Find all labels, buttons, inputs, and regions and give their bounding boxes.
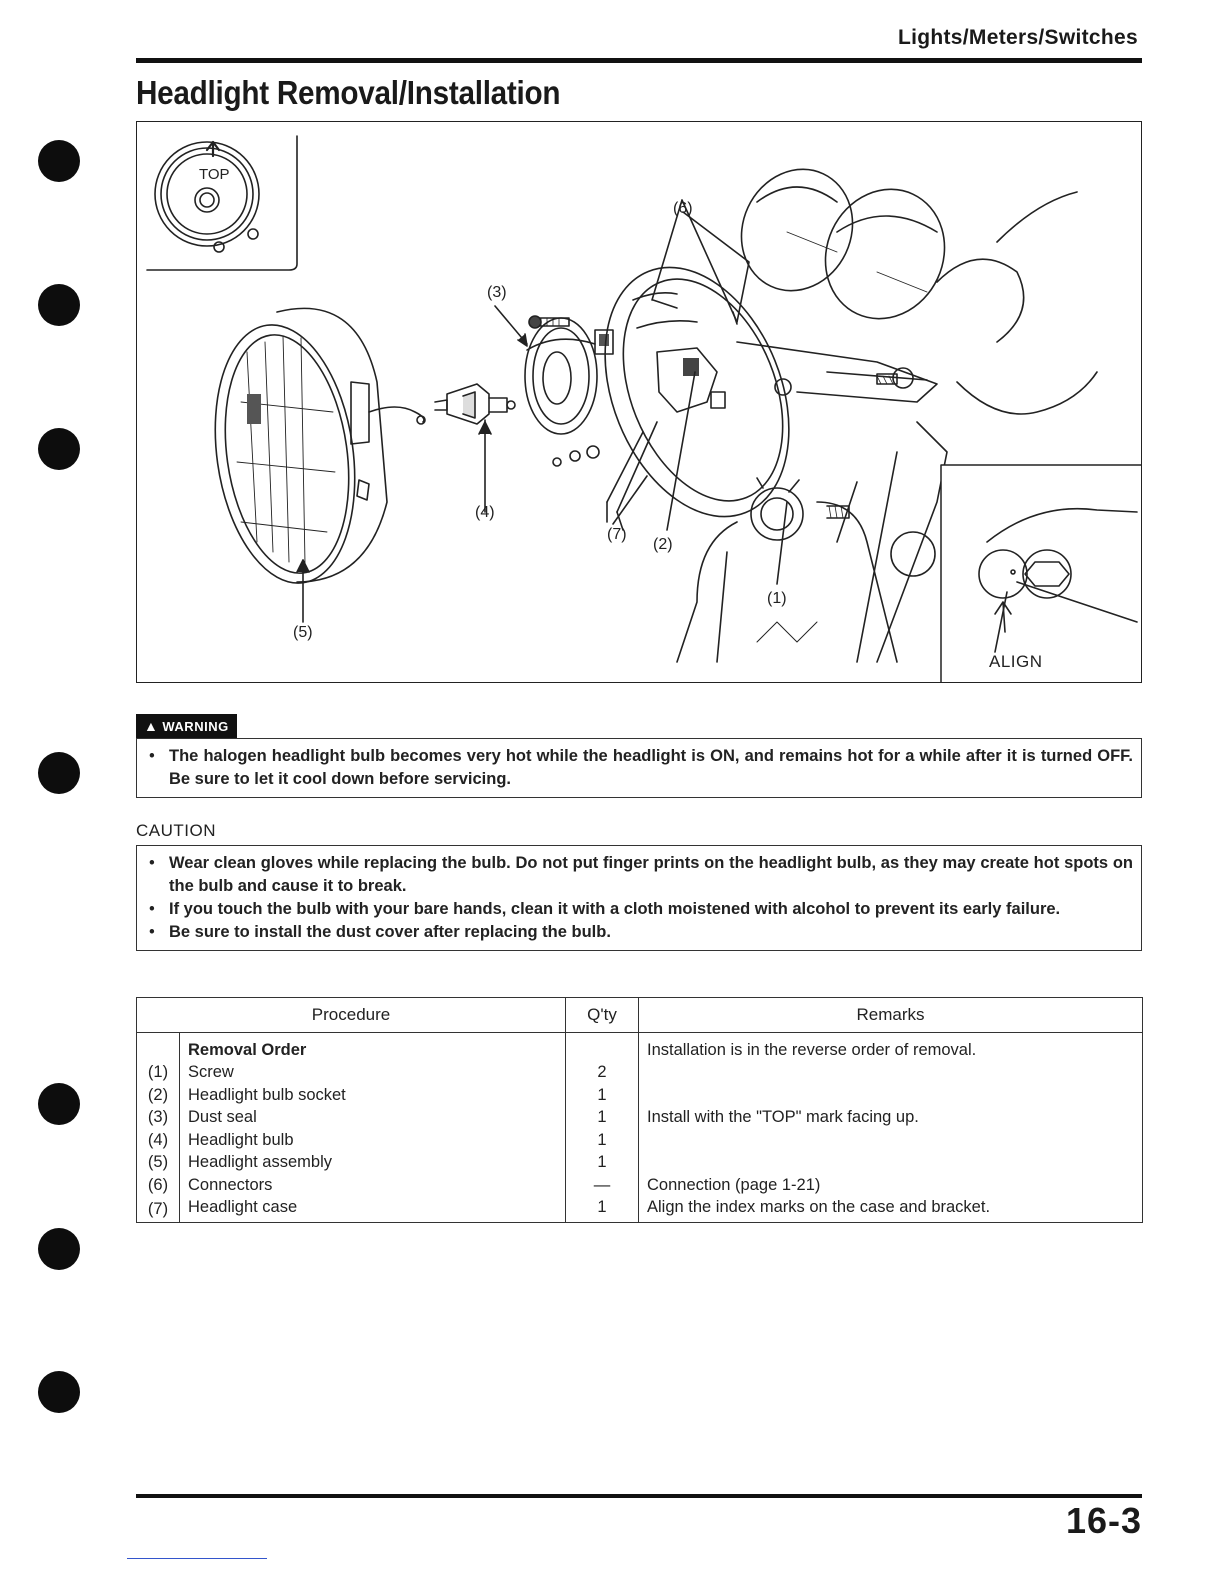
row-number xyxy=(137,1033,180,1062)
callout-label: (1) xyxy=(767,590,787,607)
callout-label: (4) xyxy=(475,504,495,521)
row-number: (1) xyxy=(137,1062,180,1085)
table-row xyxy=(137,1129,1143,1152)
callout-label: (2) xyxy=(653,536,673,553)
procedure-header: Procedure xyxy=(137,998,566,1033)
binder-hole xyxy=(38,428,80,470)
row-qty: 1 xyxy=(566,1107,639,1130)
row-qty: — xyxy=(566,1174,639,1197)
warning-triangle-icon: ▲ xyxy=(144,718,159,734)
footer-rule xyxy=(136,1494,1142,1498)
callout-label: (7) xyxy=(607,526,627,543)
row-qty: 1 xyxy=(566,1129,639,1152)
table-row xyxy=(137,1084,1143,1107)
qty-header: Q'ty xyxy=(566,998,639,1033)
diagram-drawing xyxy=(137,122,1142,683)
row-remark xyxy=(639,1152,1143,1175)
binder-hole xyxy=(38,1083,80,1125)
row-remark xyxy=(639,1129,1143,1152)
row-name: Headlight bulb socket xyxy=(180,1084,566,1107)
caution-item: • If you touch the bulb with your bare hands, clean it with a cloth moistened with alcohol to prevent its early failure. xyxy=(147,898,1133,921)
row-number: (4) xyxy=(137,1129,180,1152)
removal-order-label: Removal Order xyxy=(180,1033,566,1062)
page-header xyxy=(136,24,1142,63)
row-remark: Installation is in the reverse order of removal. xyxy=(639,1033,1143,1062)
row-name: Headlight case xyxy=(180,1197,566,1223)
footer-link-rule xyxy=(127,1558,267,1559)
row-name: Connectors xyxy=(180,1174,566,1197)
warning-box xyxy=(136,738,1142,798)
row-number: (6) xyxy=(137,1174,180,1197)
table-row xyxy=(137,1033,1143,1062)
row-qty: 1 xyxy=(566,1152,639,1175)
caution-label: CAUTION xyxy=(136,821,216,840)
section-title: Lights/Meters/Switches xyxy=(898,26,1138,49)
top-mark-label: TOP xyxy=(199,166,230,183)
caution-item: • Be sure to install the dust cover after replacing the bulb. xyxy=(147,921,1133,944)
page-title: Headlight Removal/Installation xyxy=(136,74,561,111)
row-qty: 1 xyxy=(566,1084,639,1107)
warning-item: • The halogen headlight bulb becomes very hot while the headlight is ON, and remains hot for a while after it is turned OFF. Be sure to let it cool down before servicing. xyxy=(147,745,1133,791)
row-qty: 1 xyxy=(566,1197,639,1223)
row-number: (3) xyxy=(137,1107,180,1130)
row-remark xyxy=(639,1084,1143,1107)
table-row xyxy=(137,1107,1143,1130)
caution-item: • Wear clean gloves while replacing the bulb. Do not put finger prints on the headlight bulb, as they may create hot spots on the bulb and cause it to break. xyxy=(147,852,1133,898)
warning-badge xyxy=(136,714,237,738)
row-remark: Connection (page 1-21) xyxy=(639,1174,1143,1197)
row-name: Headlight bulb xyxy=(180,1129,566,1152)
callout-label: (3) xyxy=(487,284,507,301)
row-name: Headlight assembly xyxy=(180,1152,566,1175)
row-remark xyxy=(639,1062,1143,1085)
table-row xyxy=(137,1152,1143,1175)
row-remark: Align the index marks on the case and bracket. xyxy=(639,1197,1143,1223)
page-number: 16-3 xyxy=(1065,1500,1142,1541)
callout-label: (6) xyxy=(673,200,693,217)
row-qty: 2 xyxy=(566,1062,639,1085)
align-label: ALIGN xyxy=(989,652,1043,671)
table-row xyxy=(137,1197,1143,1223)
row-name: Screw xyxy=(180,1062,566,1085)
row-number: (2) xyxy=(137,1084,180,1107)
remarks-header: Remarks xyxy=(639,998,1143,1033)
callout-label: (5) xyxy=(293,624,313,641)
procedure-table xyxy=(136,997,1143,1223)
table-header-row xyxy=(137,998,1143,1033)
row-number: (7) xyxy=(137,1197,180,1223)
caution-box xyxy=(136,845,1142,951)
row-remark: Install with the "TOP" mark facing up. xyxy=(639,1107,1143,1130)
table-row xyxy=(137,1062,1143,1085)
binder-hole xyxy=(38,140,80,182)
row-qty xyxy=(566,1033,639,1062)
binder-hole xyxy=(38,284,80,326)
table-row xyxy=(137,1174,1143,1197)
binder-hole xyxy=(38,1228,80,1270)
row-number: (5) xyxy=(137,1152,180,1175)
row-name: Dust seal xyxy=(180,1107,566,1130)
exploded-diagram xyxy=(136,121,1142,683)
warning-badge-label: WARNING xyxy=(162,719,229,734)
binder-hole xyxy=(38,1371,80,1413)
binder-hole xyxy=(38,752,80,794)
